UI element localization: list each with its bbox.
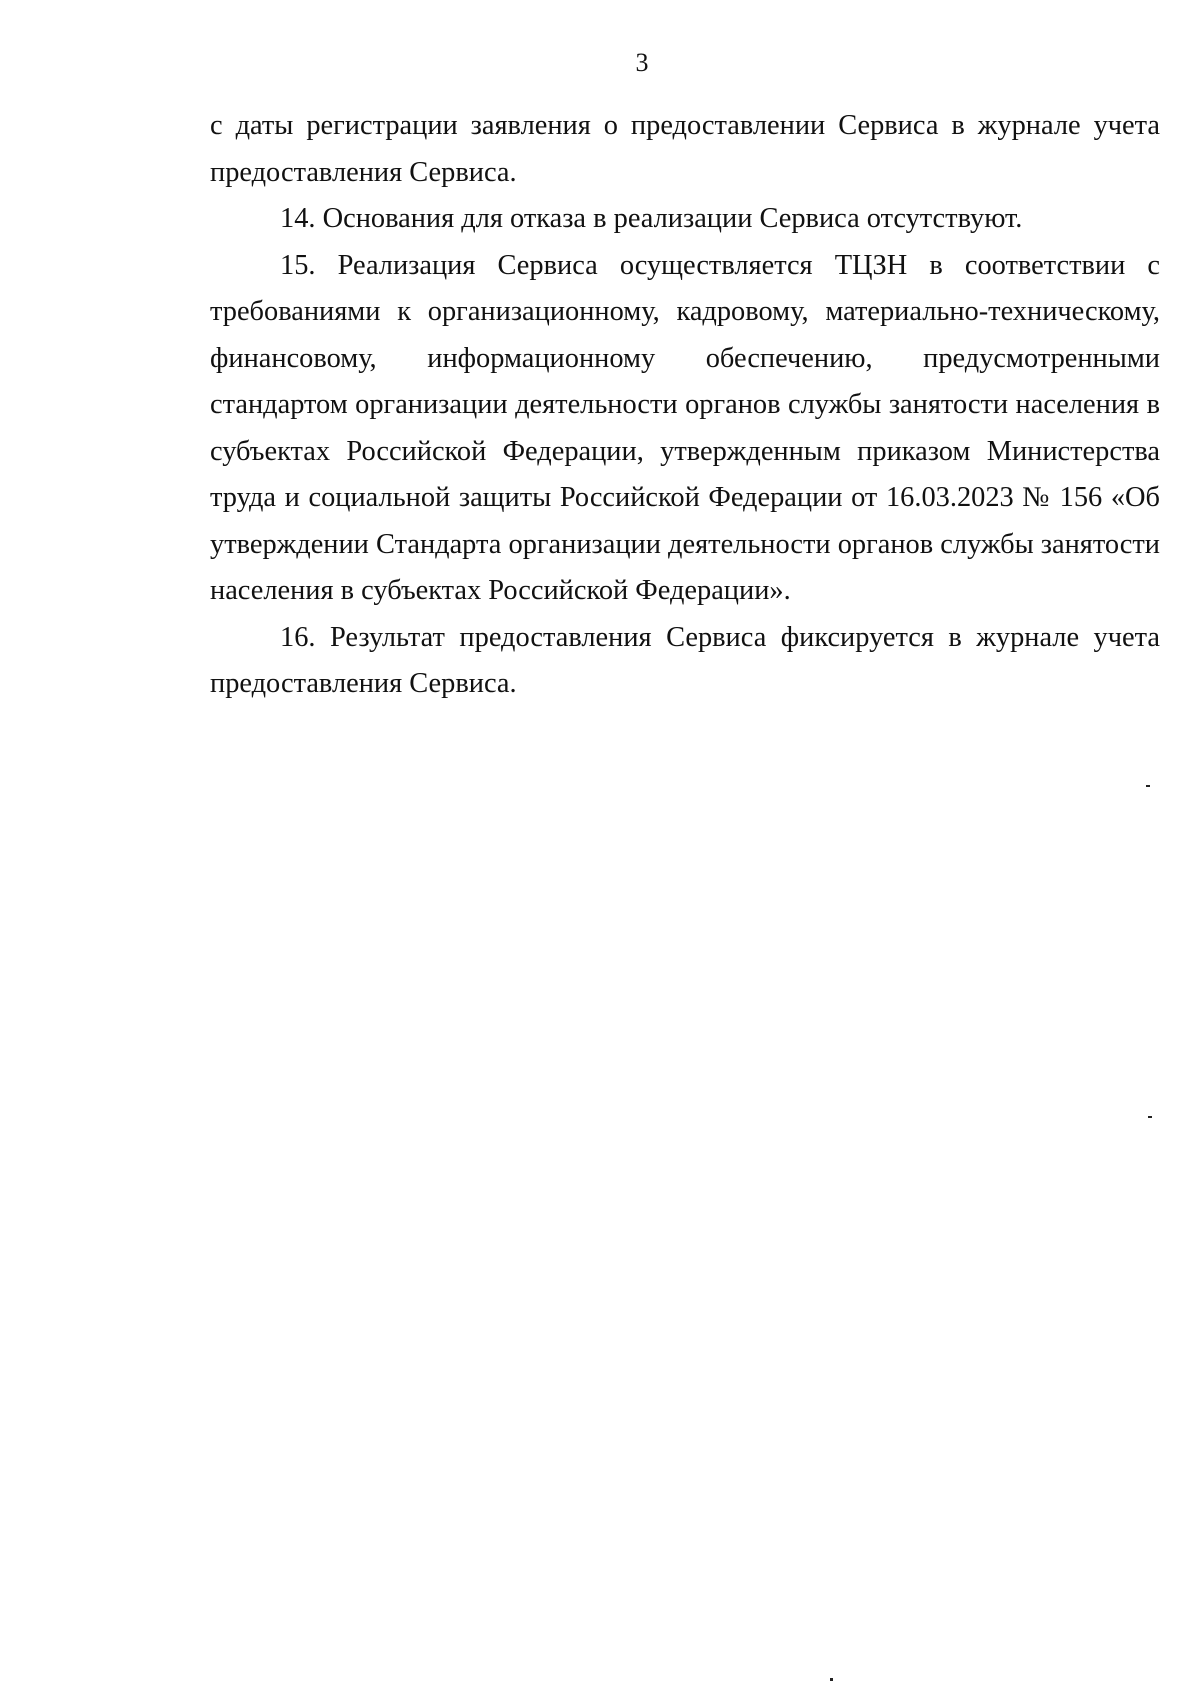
scan-artifact (1146, 785, 1150, 787)
page-number: 3 (635, 48, 649, 77)
scan-artifact (830, 1678, 833, 1681)
document-body (210, 103, 1160, 708)
paragraph-continuation: с даты регистрации заявления о предоставлении Сервиса в журнале учета предоставления Сервиса. (210, 110, 1160, 188)
paragraph-14: 14. Основания для отказа в реализации Сервиса отсутствуют. (280, 203, 1023, 234)
scan-artifact (1148, 1116, 1152, 1118)
paragraph-16: 16. Результат предоставления Сервиса фиксируется в журнале учета предоставления Сервиса. (210, 621, 1160, 699)
paragraph-15: 15. Реализация Сервиса осуществляется ТЦЗН в соответствии с требованиями к организационному, кадровому, материально-техническому, финансовому, информационному обеспечению, предусмотренными стандартом организации деятельности органов службы занятости населения в субъектах Российской Федерации, утвержденным приказом Министерства труда и социальной защиты Российской Федерации от 16.03.2023 № 156 «Об утверждении Стандарта организации деятельности органов службы занятости населения в субъектах Российской Федерации». (210, 249, 1160, 606)
